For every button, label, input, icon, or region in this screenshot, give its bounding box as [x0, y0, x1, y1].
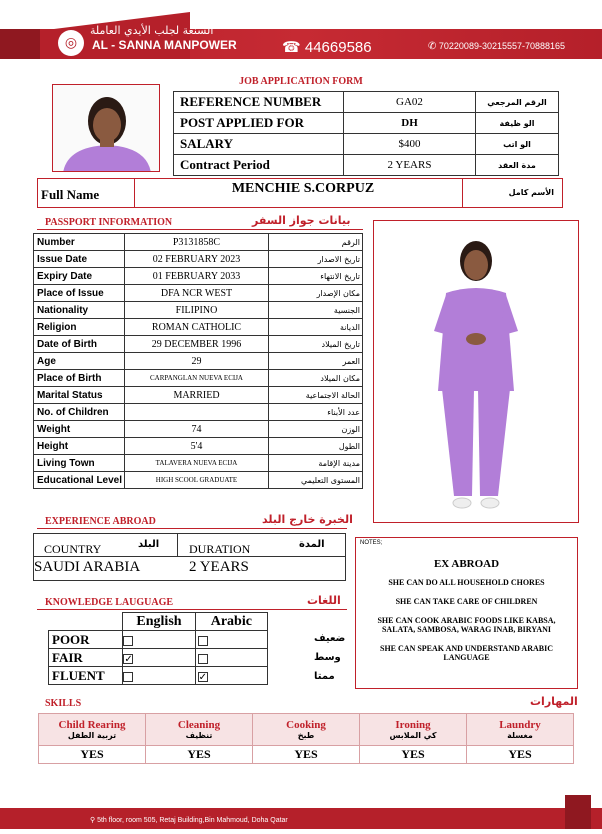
skill-value: YES — [39, 746, 146, 764]
passport-field-label: Age — [34, 353, 125, 370]
other-phones: ✆ 70220089-30215557-70888165 — [428, 41, 566, 52]
notes-label: NOTES; — [360, 540, 383, 546]
arabic-cell — [195, 649, 267, 667]
english-checkbox[interactable] — [123, 636, 133, 646]
skills-table — [38, 713, 574, 764]
passport-field-label-ar: الرقم — [269, 234, 363, 251]
arabic-cell — [195, 667, 267, 685]
passport-field-label-ar: المستوى التعليمي — [269, 472, 363, 489]
reference-label-ar: الرقم المرجعي — [476, 92, 559, 113]
table-row — [34, 319, 363, 336]
passport-field-label: Living Town — [34, 455, 125, 472]
skill-header: Cooking طبخ — [253, 714, 360, 746]
reference-table — [173, 91, 559, 176]
form-title: JOB APPLICATION FORM — [239, 76, 363, 87]
passport-field-label-ar: العمر — [269, 353, 363, 370]
experience-section-title-ar: الخبرة خارج البلد — [262, 513, 353, 526]
language-level-label: FAIR — [49, 649, 123, 667]
passport-field-label-ar: الحالة الاجتماعية — [269, 387, 363, 404]
divider — [177, 534, 178, 556]
english-cell — [123, 649, 195, 667]
passport-field-label: Religion — [34, 319, 125, 336]
language-table — [48, 612, 268, 685]
passport-field-label: Place of Issue — [34, 285, 125, 302]
passport-field-value: 5'4 — [125, 438, 269, 455]
table-row — [49, 613, 268, 631]
section-underline — [37, 528, 347, 529]
table-row — [34, 370, 363, 387]
passport-field-value: TALAVERA NUEVA ECIJA — [125, 455, 269, 472]
passport-field-label: Place of Birth — [34, 370, 125, 387]
contract-value: 2 YEARS — [344, 155, 476, 176]
skills-section-title: SKILLS — [45, 698, 82, 709]
passport-field-label: Date of Birth — [34, 336, 125, 353]
col-arabic: Arabic — [195, 613, 267, 631]
passport-field-value: 29 DECEMBER 1996 — [125, 336, 269, 353]
language-level-label: POOR — [49, 631, 123, 649]
notes-line: SHE CAN DO ALL HOUSEHOLD CHORES — [388, 578, 545, 587]
language-level-label-ar: وسط — [314, 652, 341, 663]
table-row — [34, 472, 363, 489]
passport-field-label: Issue Date — [34, 251, 125, 268]
post-label-ar: الو ظيفة — [476, 113, 559, 134]
skill-header: Ironing كي الملابس — [360, 714, 467, 746]
passport-field-value: 74 — [125, 421, 269, 438]
table-row — [49, 649, 268, 667]
table-row — [34, 421, 363, 438]
divider — [462, 179, 463, 207]
full-name-value: MENCHIE S.CORPUZ — [231, 181, 375, 196]
section-underline — [37, 229, 363, 230]
notes-line: SHE CAN SPEAK AND UNDERSTAND ARABIC LANGUAGE — [380, 644, 553, 662]
passport-field-label: Expiry Date — [34, 268, 125, 285]
table-row — [34, 336, 363, 353]
table-row — [34, 404, 363, 421]
experience-section-title: EXPERIENCE ABROAD — [45, 516, 156, 527]
skill-header: Cleaning تنظيف — [146, 714, 253, 746]
full-name-label: Full Name — [41, 187, 100, 202]
passport-field-value: 01 FEBRUARY 2033 — [125, 268, 269, 285]
salary-value: $400 — [344, 134, 476, 155]
applicant-portrait-photo — [52, 84, 160, 172]
table-row — [49, 667, 268, 685]
salary-label-ar: الو اتب — [476, 134, 559, 155]
footer-accent — [565, 795, 591, 829]
arabic-cell — [195, 631, 267, 649]
notes-heading: EX ABROAD — [433, 558, 500, 570]
applicant-full-body-photo — [373, 220, 579, 523]
table-row — [34, 285, 363, 302]
table-row — [39, 714, 574, 746]
passport-field-label-ar: مدينة الإقامة — [269, 455, 363, 472]
passport-field-label-ar: عدد الأبناء — [269, 404, 363, 421]
experience-box — [33, 533, 346, 581]
table-row — [34, 302, 363, 319]
table-row — [174, 134, 559, 155]
skills-section-title-ar: المهارات — [530, 695, 578, 708]
language-level-label: FLUENT — [49, 667, 123, 685]
language-level-label-ar: ممتا — [314, 671, 335, 682]
language-section-title-ar: اللغات — [307, 594, 341, 607]
section-underline — [37, 609, 347, 610]
skill-value: YES — [467, 746, 574, 764]
passport-field-value: 02 FEBRUARY 2023 — [125, 251, 269, 268]
language-section-title: KNOWLEDGE LAUGUAGE — [45, 597, 174, 608]
mobile-icon: ✆ — [428, 41, 437, 52]
duration-label-ar: المدة — [299, 539, 325, 550]
passport-field-label-ar: مكان الإصدار — [269, 285, 363, 302]
passport-field-value — [125, 404, 269, 421]
passport-field-label: Nationality — [34, 302, 125, 319]
table-row — [174, 155, 559, 176]
duration-value: 2 YEARS — [189, 559, 249, 575]
skill-header: Child Rearing تربية الطفل — [39, 714, 146, 746]
skill-value: YES — [360, 746, 467, 764]
passport-field-label-ar: تاريخ الانتهاء — [269, 268, 363, 285]
passport-field-label-ar: تاريخ الاصدار — [269, 251, 363, 268]
post-label: POST APPLIED FOR — [174, 113, 344, 134]
table-row — [34, 251, 363, 268]
passport-field-value: DFA NCR WEST — [125, 285, 269, 302]
english-cell — [123, 667, 195, 685]
empty-cell — [49, 613, 123, 631]
full-name-box — [37, 178, 563, 208]
table-row — [49, 631, 268, 649]
passport-field-label-ar: الديانة — [269, 319, 363, 336]
full-name-label-ar: الأسم كامل — [508, 188, 554, 197]
passport-field-label-ar: الجنسية — [269, 302, 363, 319]
company-name-en: AL - SANNA MANPOWER — [92, 38, 237, 52]
passport-field-label: No. of Children — [34, 404, 125, 421]
skill-value: YES — [146, 746, 253, 764]
arabic-checkbox[interactable]: ✓ — [198, 671, 208, 683]
passport-field-label: Number — [34, 234, 125, 251]
passport-table — [33, 233, 363, 489]
table-row — [174, 113, 559, 134]
divider — [134, 179, 135, 207]
passport-field-value: P3131858C — [125, 234, 269, 251]
post-value: DH — [344, 113, 476, 134]
passport-field-label: Educational Level — [34, 472, 125, 489]
passport-section-title-ar: بيانات جواز السفر — [252, 214, 351, 227]
passport-field-label-ar: مكان الميلاد — [269, 370, 363, 387]
passport-field-label: Weight — [34, 421, 125, 438]
footer-address: ⚲ 5th floor, room 505, Retaj Building,Bin Mahmoud, Doha Qatar — [90, 817, 288, 824]
arabic-checkbox[interactable] — [198, 636, 208, 646]
company-logo-icon: ◎ — [58, 30, 84, 56]
english-checkbox[interactable]: ✓ — [124, 653, 133, 665]
skill-value: YES — [253, 746, 360, 764]
contract-label: Contract Period — [174, 155, 344, 176]
passport-field-label-ar: تاريخ الميلاد — [269, 336, 363, 353]
passport-field-label: Height — [34, 438, 125, 455]
table-row — [34, 353, 363, 370]
col-english: English — [123, 613, 195, 631]
passport-field-value: MARRIED — [125, 387, 269, 404]
phone-icon: ☎ — [282, 39, 301, 56]
reference-label: REFERENCE NUMBER — [174, 92, 344, 113]
passport-field-value: CARPANGLAN NUEVA ECIJA — [125, 370, 269, 387]
english-cell — [123, 631, 195, 649]
main-phone: ☎ 44669586 — [282, 39, 372, 56]
table-row — [34, 455, 363, 472]
table-row — [34, 268, 363, 285]
header-accent-left — [0, 29, 40, 59]
contract-label-ar: مدة العقد — [476, 155, 559, 176]
skill-header: Laundry مغسلة — [467, 714, 574, 746]
passport-field-value: FILIPINO — [125, 302, 269, 319]
divider — [34, 556, 345, 557]
reference-value: GA02 — [344, 92, 476, 113]
notes-line: SHE CAN TAKE CARE OF CHILDREN — [395, 597, 538, 606]
passport-field-value: 29 — [125, 353, 269, 370]
passport-field-label-ar: الطول — [269, 438, 363, 455]
table-row — [34, 438, 363, 455]
duration-label: DURATION — [189, 542, 251, 556]
passport-field-label-ar: الوزن — [269, 421, 363, 438]
arabic-checkbox[interactable] — [198, 654, 208, 664]
company-name-ar: السنعة لجلب الأيدي العاملة — [90, 24, 214, 37]
table-row — [34, 234, 363, 251]
language-level-label-ar: ضعيف — [314, 633, 346, 644]
notes-line: SHE CAN COOK ARABIC FOODS LIKE KABSA, SALATA, SAMBOSA, WARAG INAB, BIRYANI — [377, 616, 556, 634]
table-row — [174, 92, 559, 113]
table-row — [39, 746, 574, 764]
passport-field-value: ROMAN CATHOLIC — [125, 319, 269, 336]
passport-section-title: PASSPORT INFORMATION — [45, 217, 173, 228]
table-row — [34, 387, 363, 404]
passport-field-value: HIGH SCOOL GRADUATE — [125, 472, 269, 489]
notes-box — [355, 537, 578, 689]
country-label-ar: البلد — [138, 539, 160, 550]
country-label: COUNTRY — [44, 542, 102, 556]
english-checkbox[interactable] — [123, 672, 133, 682]
location-pin-icon: ⚲ — [90, 817, 96, 824]
passport-field-label: Marital Status — [34, 387, 125, 404]
country-value: SAUDI ARABIA — [34, 559, 141, 575]
salary-label: SALARY — [174, 134, 344, 155]
